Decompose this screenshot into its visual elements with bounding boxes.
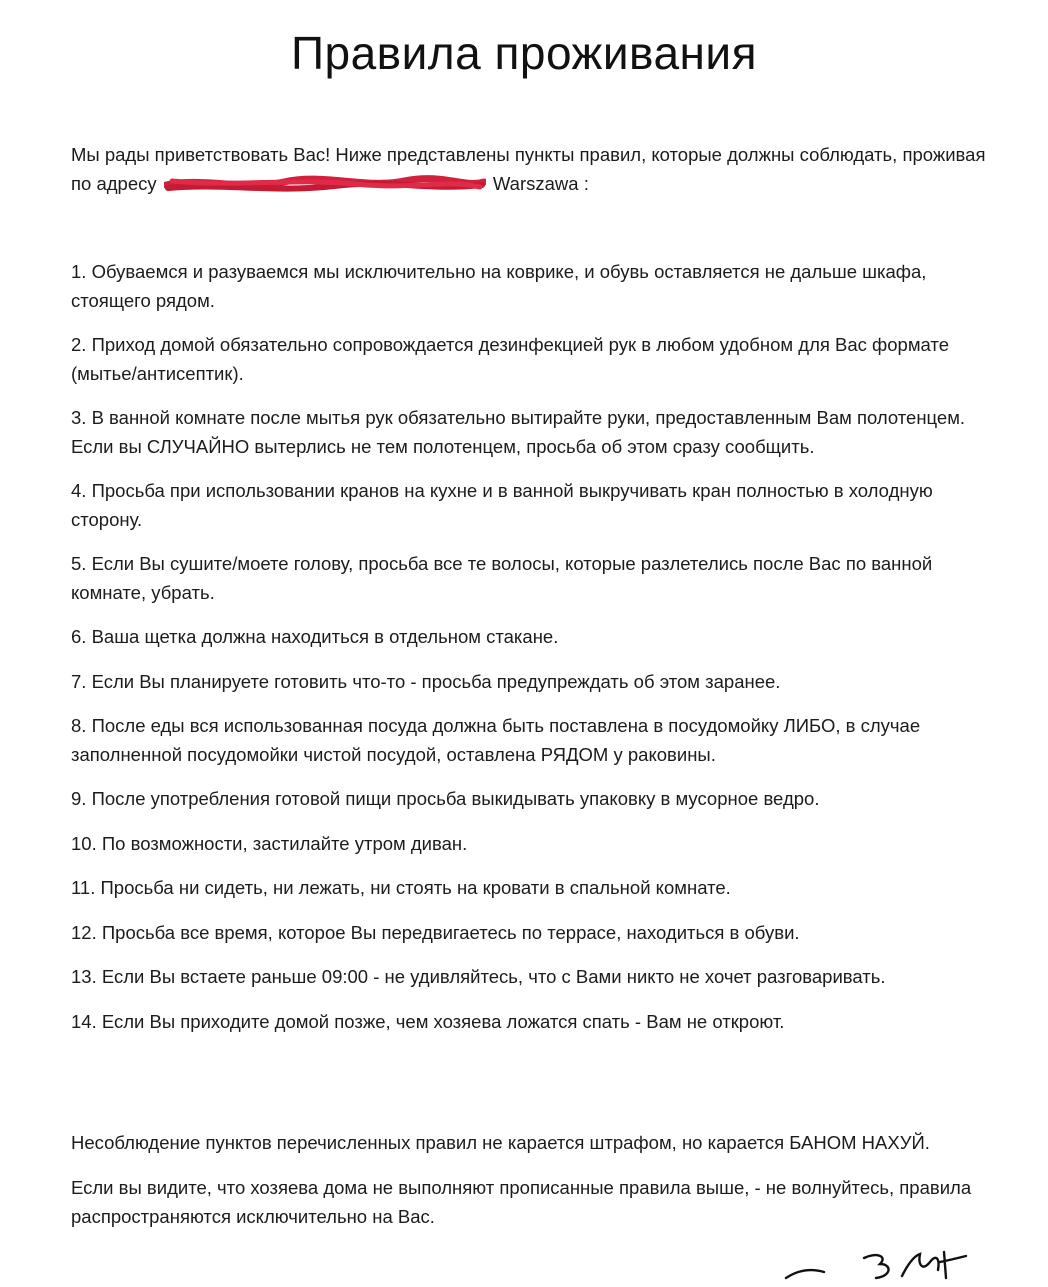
intro-paragraph — [71, 140, 1001, 198]
rule-item: 14. Если Вы приходите домой позже, чем хозяева ложатся спать - Вам не откроют. — [71, 1010, 785, 1032]
address-redaction — [164, 175, 486, 193]
closing-paragraph: Если вы видите, что хозяева дома не выполняют прописанные правила выше, - не волнуйтесь, правила распространяются исключительно на Вас. — [71, 1177, 972, 1227]
intro-city: Warszawa : — [492, 173, 589, 194]
intro-text: Мы рады приветствовать Вас! Ниже представлены пункты правил, которые должны соблюдать, проживая по адресу — [71, 144, 986, 194]
rule-item: 9. После употребления готовой пищи просьба выкидывать упаковку в мусорное ведро. — [71, 788, 820, 809]
rule-item: 1. Обуваемся и разуваемся мы исключительно на коврике, и обувь оставляется не дальше шкафа, стоящего рядом. — [71, 261, 927, 311]
page-title: Правила проживания — [290, 27, 758, 79]
rule-item: 8. После еды вся использованная посуда должна быть поставлена в посудомойку ЛИБО, в случае заполненной посудомойки чистой посудой, оставлена РЯДОМ у раковины. — [71, 715, 921, 765]
closing-paragraph: Несоблюдение пунктов перечисленных правил не карается штрафом, но карается БАНОМ НАХУЙ. — [71, 1132, 930, 1153]
closing-section — [71, 1128, 1006, 1247]
rule-item: 3. В ванной комнате после мытья рук обязательно вытирайте руки, предоставленным Вам полотенцем. Если вы СЛУЧАЙНО вытерлись не тем полотенцем, просьба об этом сразу сообщить. — [71, 407, 966, 457]
signature-scribble — [780, 1248, 980, 1287]
rules-list — [71, 258, 1006, 1052]
rule-item: 2. Приход домой обязательно сопровождается дезинфекцией рук в любом удобном для Вас формате (мытье/антисептик). — [71, 334, 949, 384]
rule-item: 13. Если Вы встаете раньше 09:00 - не удивляйтесь, что с Вами никто не хочет разговаривать. — [71, 966, 886, 987]
rule-item: 12. Просьба все время, которое Вы передвигаетесь по террасе, находиться в обуви. — [71, 921, 800, 943]
rule-item: 10. По возможности, застилайте утром диван. — [71, 832, 468, 854]
rule-item: 7. Если Вы планируете готовить что-то - просьба предупреждать об этом заранее. — [71, 670, 781, 692]
rule-item: 4. Просьба при использовании кранов на кухне и в ванной выкручивать кран полностью в холодную сторону. — [71, 480, 933, 530]
rule-item: 5. Если Вы сушите/моете голову, просьба все те волосы, которые разлетелись после Вас по ванной комнате, убрать. — [71, 553, 933, 603]
rule-item: 6. Ваша щетка должна находиться в отдельном стакане. — [71, 626, 559, 647]
rule-item: 11. Просьба ни сидеть, ни лежать, ни стоять на кровати в спальной комнате. — [71, 877, 731, 898]
